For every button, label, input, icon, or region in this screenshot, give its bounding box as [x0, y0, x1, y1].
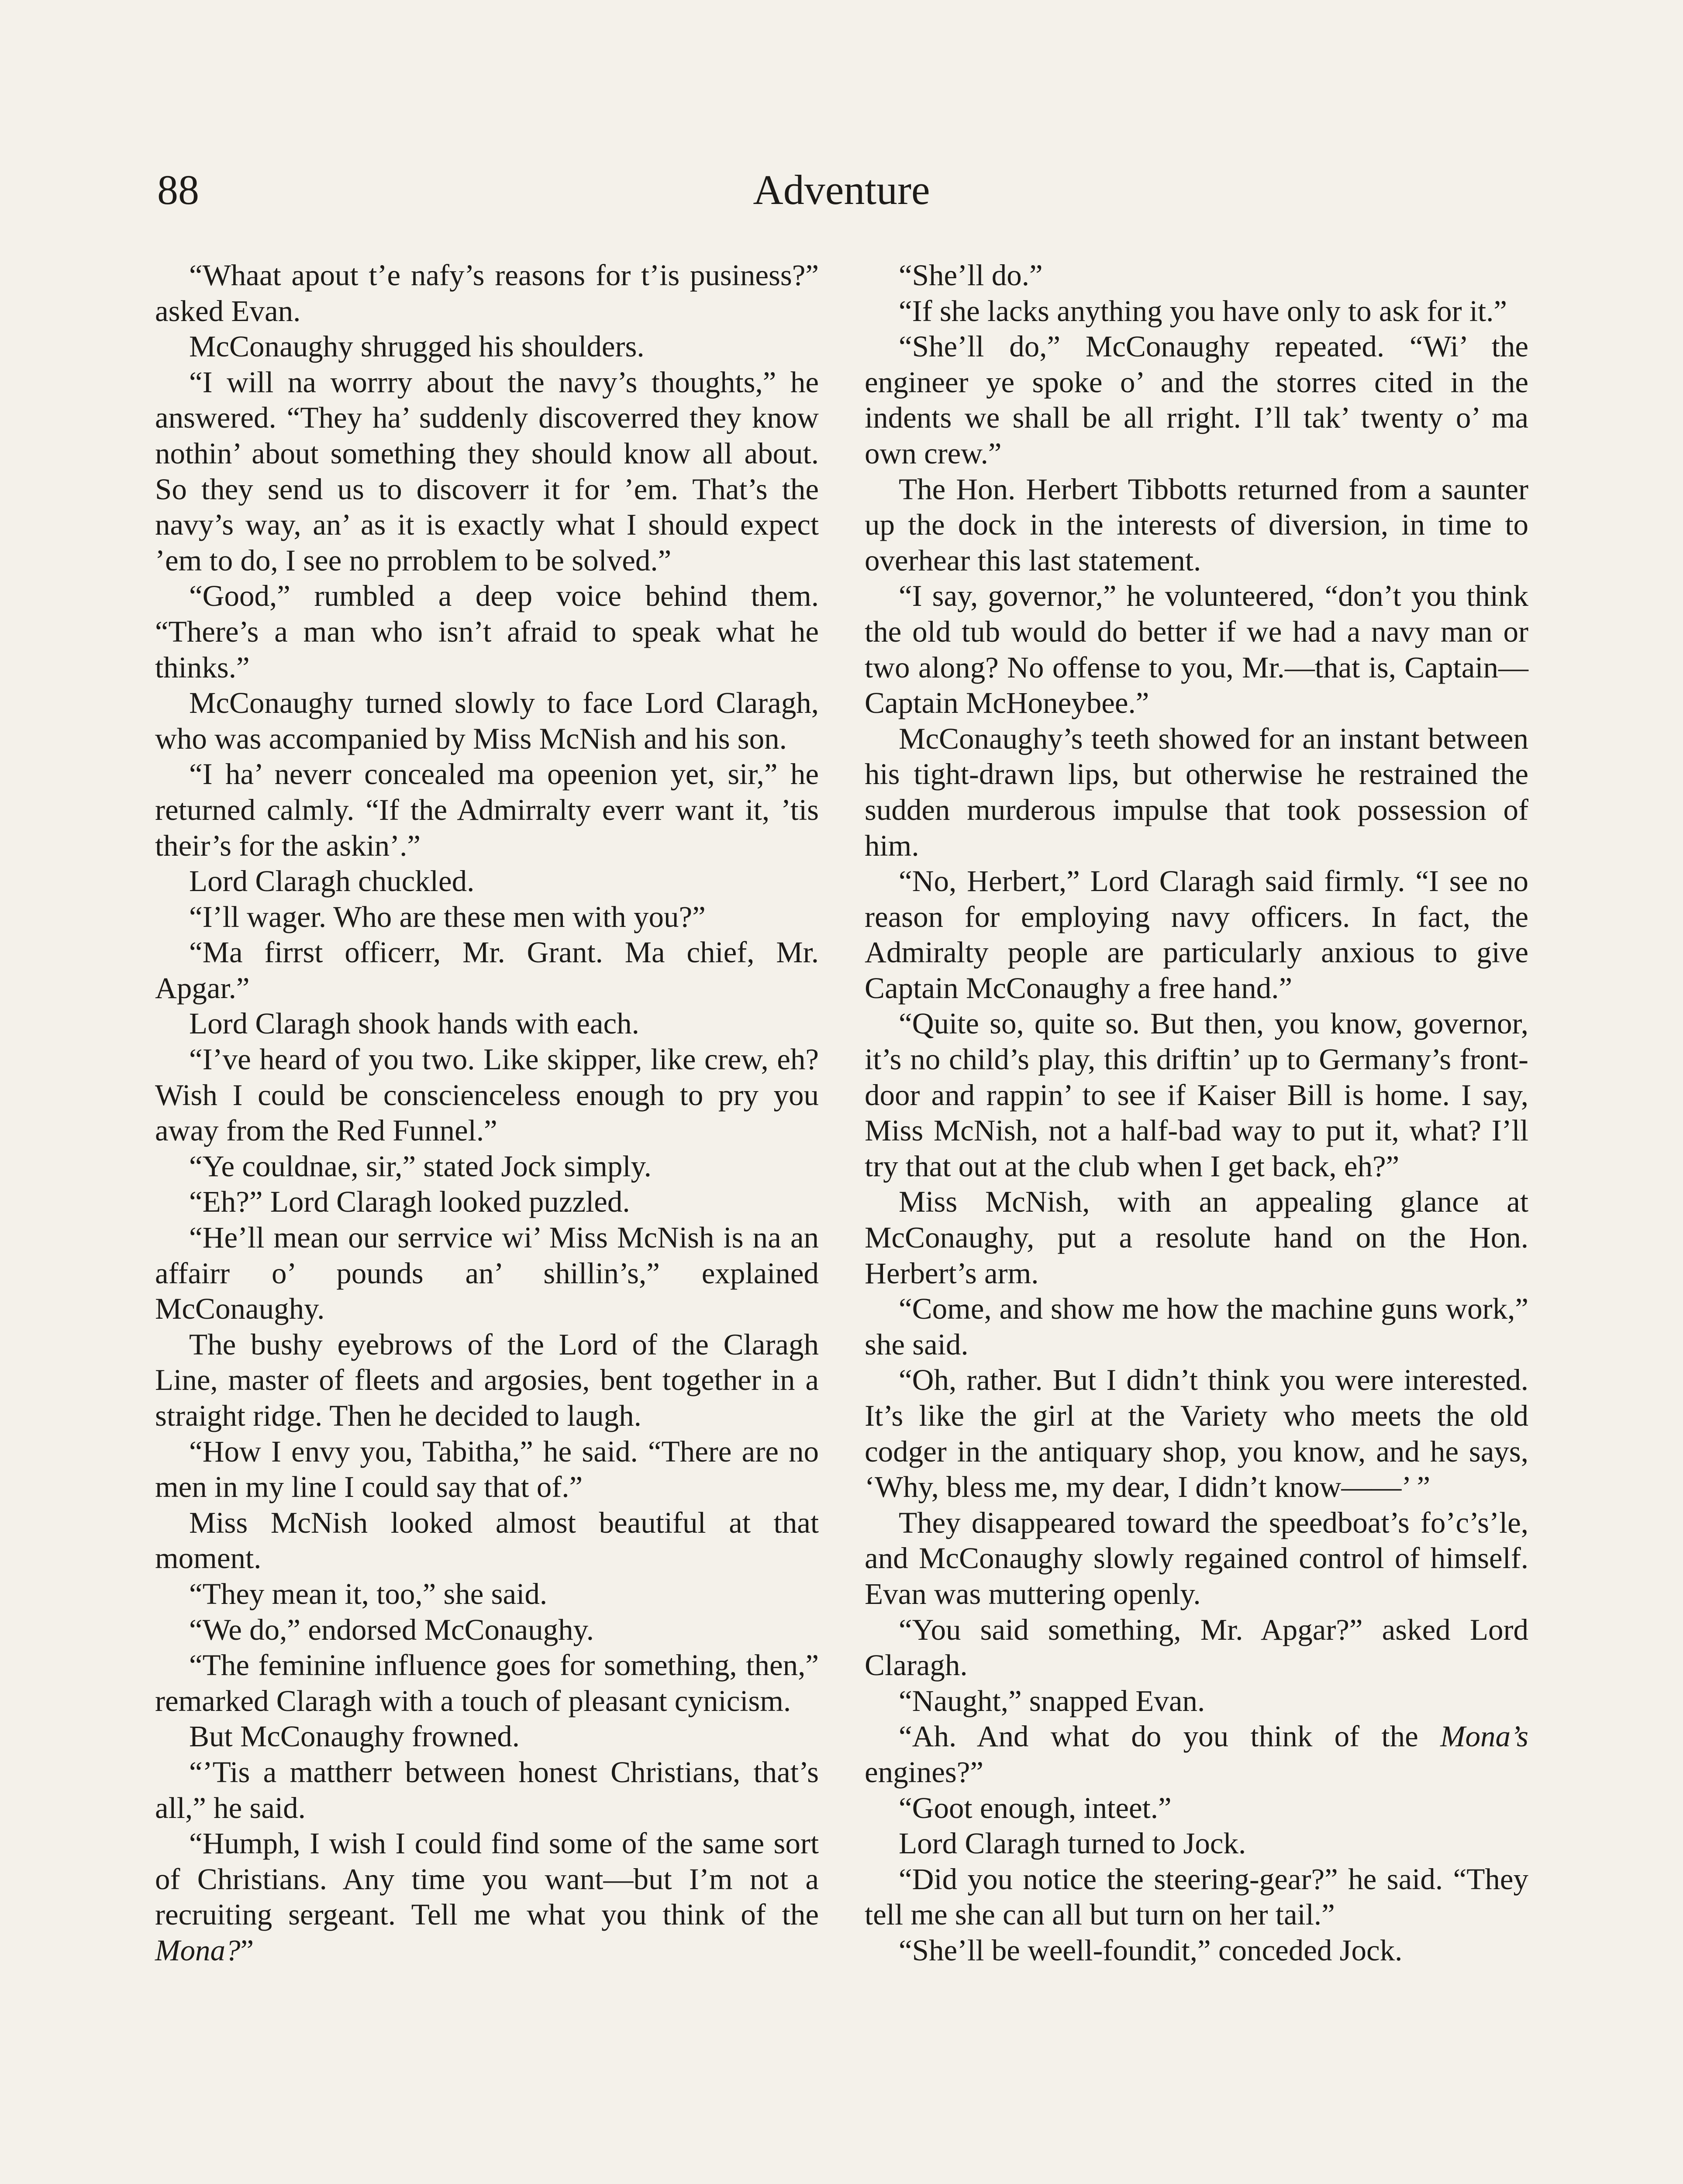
paragraph: Lord Claragh turned to Jock.	[899, 1827, 1246, 1860]
paragraph: Miss McNish, with an appealing glance at McConaughy, put a resolute hand on the Hon. Herbert’s arm.	[865, 1185, 1528, 1290]
paragraph-text: “Humph, I wish I could find some of the same sort of Christians. Any time you want—but I’m not a recruiting sergeant. Tell me what you think of the	[155, 1827, 819, 1932]
paragraph: “Come, and show me how the machine guns work,” she said.	[865, 1292, 1528, 1361]
paragraph: “Oh, rather. But I didn’t think you were interested. It’s like the girl at the Variety who meets the old codger in the antiquary shop, you know, and he says, ‘Why, bless me, my dear, I didn’t know——’ ”	[865, 1363, 1528, 1504]
paragraph: McConaughy’s teeth showed for an instant between his tight-drawn lips, but otherwise he restrained the sudden murderous impulse that took possession of him.	[865, 722, 1528, 862]
paragraph: “Ye couldnae, sir,” stated Jock simply.	[189, 1149, 652, 1183]
paragraph: But McConaughy frowned.	[189, 1720, 520, 1753]
closing-quote: ”	[240, 1933, 254, 1967]
paragraph: “Whaat apout t’e nafy’s reasons for t’is pusiness?” asked Evan.	[155, 259, 819, 328]
paragraph: “Eh?” Lord Claragh looked puzzled.	[189, 1185, 630, 1219]
paragraph: McConaughy turned slowly to face Lord Claragh, who was accompanied by Miss McNish and his son.	[155, 686, 819, 755]
paragraph: They disappeared toward the speedboat’s fo’c’s’le, and McConaughy slowly regained control of himself. Evan was muttering openly.	[865, 1506, 1528, 1610]
paragraph: “Good,” rumbled a deep voice behind them. “There’s a man who isn’t afraid to speak what he thinks.”	[155, 579, 819, 684]
paragraph: “Naught,” snapped Evan.	[899, 1684, 1205, 1717]
ship-name: Mona?	[155, 1933, 241, 1967]
paragraph: “No, Herbert,” Lord Claragh said firmly. “I see no reason for employing navy officers. In fact, the Admiralty people are particularly anxious to give Captain McConaughy a free hand.”	[865, 864, 1528, 1005]
paragraph	[865, 1719, 1528, 1790]
paragraph: “Goot enough, inteet.”	[899, 1791, 1172, 1825]
page-title: Adventure	[753, 166, 930, 213]
page-number: 88	[157, 166, 199, 213]
paragraph: “We do,” endorsed McConaughy.	[189, 1613, 594, 1646]
paragraph: “He’ll mean our serrvice wi’ Miss McNish is na an affairr o’ pounds an’ shillin’s,” explained McConaughy.	[155, 1221, 819, 1326]
paragraph: “She’ll be weell-foundit,” conceded Jock.	[899, 1933, 1403, 1967]
paragraph: “I’ll wager. Who are these men with you?”	[189, 900, 706, 933]
paragraph: “I’ve heard of you two. Like skipper, like crew, eh? Wish I could be conscienceless enough to pry you away from the Red Funnel.”	[155, 1043, 819, 1147]
paragraph: “How I envy you, Tabitha,” he said. “There are no men in my line I could say that of.”	[155, 1434, 819, 1504]
paragraph: “She’ll do.”	[899, 259, 1043, 292]
paragraph: “You said something, Mr. Apgar?” asked Lord Claragh.	[865, 1613, 1528, 1682]
paragraph: “I will na worrry about the navy’s thoughts,” he answered. “They ha’ suddenly discoverred they know nothin’ about something they should know all about. So they send us to discoverr it for ’em. That’s the navy’s way, an’ as it is exactly what I should expect ’em to do, I see no prroblem to be solved.”	[155, 365, 819, 577]
paragraph: Miss McNish looked almost beautiful at that moment.	[155, 1506, 819, 1575]
page-header	[0, 157, 1683, 223]
paragraph-text: engines?”	[865, 1755, 984, 1789]
paragraph: “I ha’ neverr concealed ma opeenion yet, sir,” he returned calmly. “If the Admirralty everr want it, ’tis their’s for the askin’.”	[155, 757, 819, 862]
ship-name: Mona’s	[1440, 1720, 1528, 1753]
paragraph: “Ma firrst officerr, Mr. Grant. Ma chief, Mr. Apgar.”	[155, 936, 819, 1005]
paragraph: Lord Claragh chuckled.	[189, 864, 475, 898]
paragraph: “Quite so, quite so. But then, you know, governor, it’s no child’s play, this driftin’ up to Germany’s front-door and rappin’ to see if Kaiser Bill is home. I say, Miss McNish, not a half-bad way to put it, what? I’ll try that out at the club when I get back, eh?”	[865, 1007, 1528, 1183]
right-column	[865, 258, 1528, 1969]
paragraph: “’Tis a mattherr between honest Christians, that’s all,” he said.	[155, 1755, 819, 1825]
paragraph: McConaughy shrugged his shoulders.	[189, 330, 645, 363]
left-column	[155, 258, 819, 1969]
paragraph: “She’ll do,” McConaughy repeated. “Wi’ the engineer ye spoke o’ and the storres cited in the indents we shall be all rright. I’ll tak’ twenty o’ ma own crew.”	[865, 330, 1528, 470]
paragraph: “If she lacks anything you have only to ask for it.”	[899, 294, 1507, 328]
paragraph-text: “Ah. And what do you think of the	[899, 1720, 1441, 1753]
paragraph: The bushy eyebrows of the Lord of the Claragh Line, master of fleets and argosies, bent together in a straight ridge. Then he decided to laugh.	[155, 1327, 819, 1432]
paragraph: “They mean it, too,” she said.	[189, 1577, 548, 1610]
paragraph	[155, 1826, 819, 1968]
paragraph: “Did you notice the steering-gear?” he said. “They tell me she can all but turn on her tail.”	[865, 1862, 1528, 1932]
paragraph: “The feminine influence goes for something, then,” remarked Claragh with a touch of pleasant cynicism.	[155, 1648, 819, 1717]
paragraph: Lord Claragh shook hands with each.	[189, 1007, 639, 1040]
paragraph: “I say, governor,” he volunteered, “don’t you think the old tub would do better if we had a navy man or two along? No offense to you, Mr.—that is, Captain—Captain McHoneybee.”	[865, 579, 1528, 720]
paragraph: The Hon. Herbert Tibbotts returned from a saunter up the dock in the interests of diversion, in time to overhear this last statement.	[865, 472, 1528, 577]
